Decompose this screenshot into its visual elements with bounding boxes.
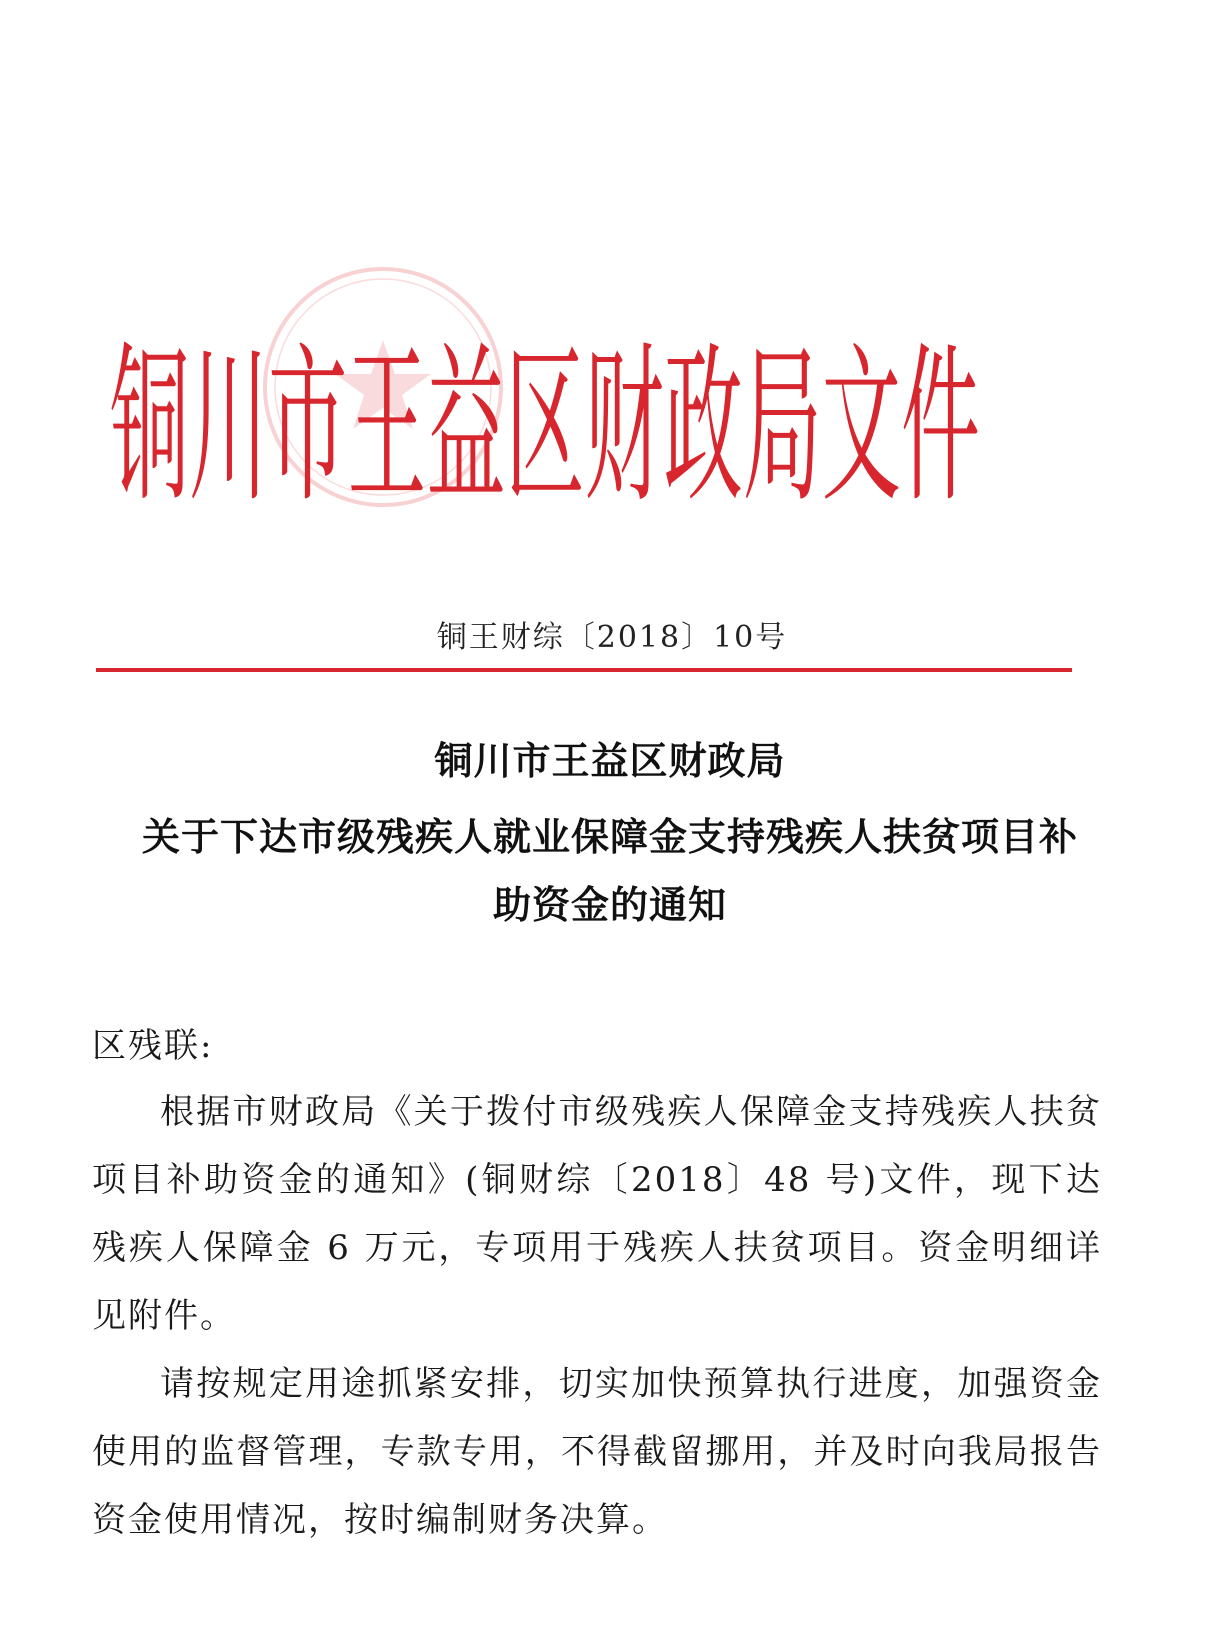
- document-number: 铜王财综〔2018〕10号: [436, 620, 788, 655]
- red-separator-line: [96, 668, 1072, 672]
- body-paragraph-2: 请按规定用途抓紧安排，切实加快预算执行进度，加强资金使用的监督管理，专款专用，不得截留挪用，并及时向我局报告资金使用情况，按时编制财务决算。: [92, 1364, 1102, 1540]
- notice-title-line-1: 铜川市王益区财政局: [434, 739, 786, 783]
- masthead-banner: [100, 320, 1100, 526]
- body-paragraph-1: 根据市财政局《关于拨付市级残疾人保障金支持残疾人扶贫项目补助资金的通知》(铜财综〔2018〕48 号)文件，现下达残疾人保障金 6 万元，专项用于残疾人扶贫项目。资金明细详见附件。: [92, 1092, 1102, 1336]
- notice-title-line-2: 关于下达市级残疾人就业保障金支持残疾人扶贫项目补: [141, 815, 1078, 859]
- salutation: 区残联:: [92, 1026, 214, 1066]
- masthead-title: 铜川市王益区财政局文件: [110, 328, 980, 526]
- notice-title-line-3: 助资金的通知: [492, 883, 727, 927]
